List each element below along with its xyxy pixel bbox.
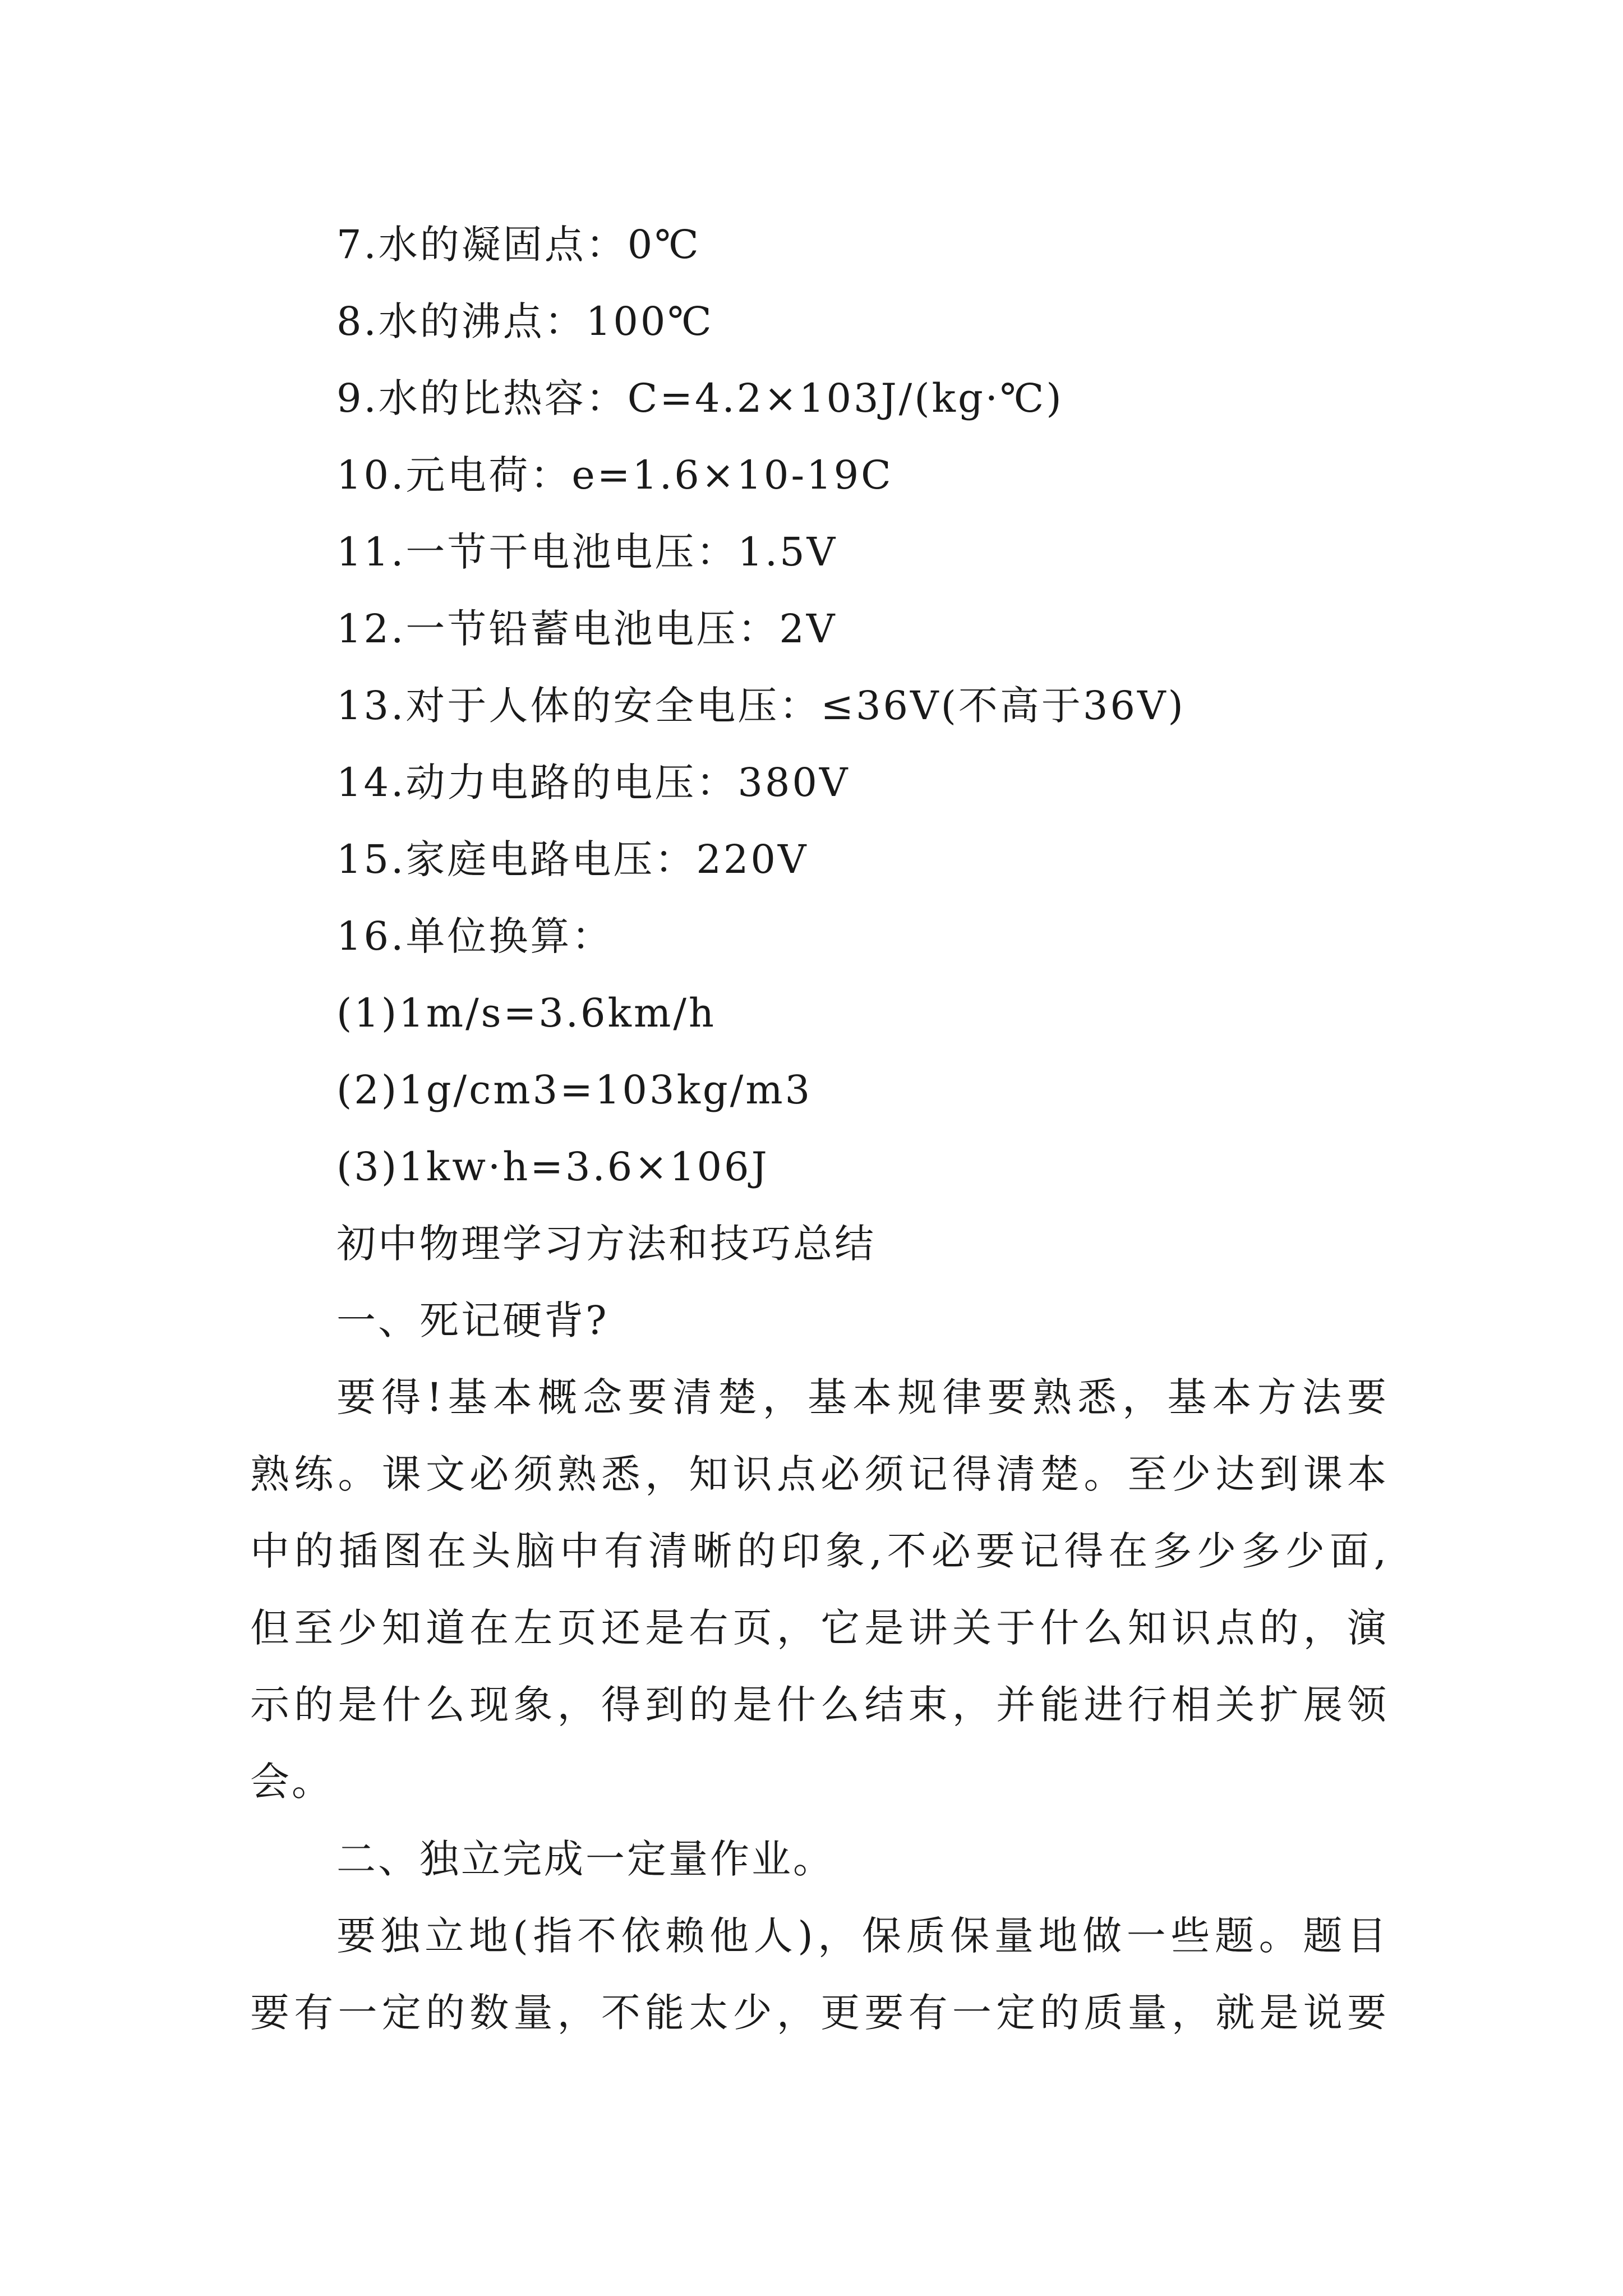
paragraph-1-line: 中的插图在头脑中有清晰的印象,不必要记得在多少多少面,	[250, 1528, 1389, 1574]
list-item-water-freezing-point: 7.水的凝固点：0℃	[336, 222, 701, 268]
section-title: 初中物理学习方法和技巧总结	[336, 1221, 876, 1267]
list-item-household-voltage: 15.家庭电路电压：220V	[336, 836, 809, 882]
list-item-lead-battery-voltage: 12.一节铅蓄电池电压：2V	[336, 606, 837, 652]
list-item-water-boiling-point: 8.水的沸点：100℃	[336, 298, 714, 344]
list-item-conversion-energy: (3)1kw·h=3.6×106J	[336, 1144, 769, 1190]
heading-independent-homework: 二、独立完成一定量作业。	[336, 1836, 834, 1882]
paragraph-2-line: 要有一定的数量，不能太少，更要有一定的质量，就是说要	[250, 1990, 1389, 2036]
paragraph-1-line: 要得!基本概念要清楚，基本规律要熟悉，基本方法要	[336, 1374, 1389, 1420]
list-item-power-circuit-voltage: 14.动力电路的电压：380V	[336, 760, 850, 806]
paragraph-1-line: 熟练。课文必须熟悉，知识点必须记得清楚。至少达到课本	[250, 1451, 1389, 1497]
list-item-elementary-charge: 10.元电荷：e=1.6×10-19C	[336, 452, 893, 498]
list-item-safe-voltage: 13.对于人体的安全电压：≤36V(不高于36V)	[336, 683, 1186, 729]
paragraph-1-line: 但至少知道在左页还是右页，它是讲关于什么知识点的，演	[250, 1605, 1389, 1651]
paragraph-2-line: 要独立地(指不依赖他人)，保质保量地做一些题。题目	[336, 1913, 1389, 1959]
list-item-conversion-density: (2)1g/cm3=103kg/m3	[336, 1067, 813, 1113]
heading-rote-memorization: 一、死记硬背?	[336, 1297, 609, 1343]
list-item-unit-conversion: 16.单位换算：	[336, 913, 614, 959]
paragraph-1-line: 示的是什么现象，得到的是什么结束，并能进行相关扩展领	[250, 1682, 1389, 1728]
list-item-water-specific-heat: 9.水的比热容：C=4.2×103J/(kg·℃)	[336, 375, 1064, 421]
paragraph-1-line: 会。	[250, 1759, 333, 1805]
list-item-dry-battery-voltage: 11.一节干电池电压：1.5V	[336, 529, 838, 575]
list-item-conversion-speed: (1)1m/s=3.6km/h	[336, 990, 717, 1036]
